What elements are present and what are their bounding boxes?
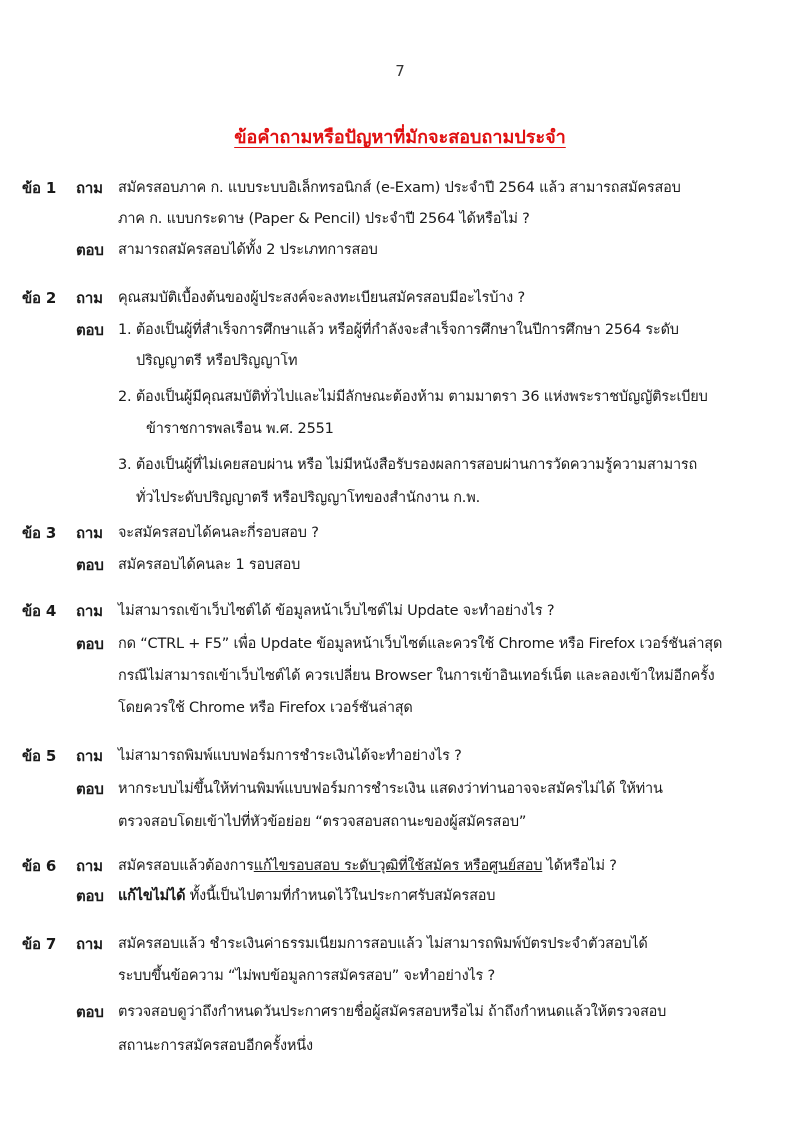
- item-number: ข้อ 7: [22, 935, 57, 953]
- page-title: ข้อคำถามหรือปัญหาที่มักจะสอบถามประจำ: [234, 127, 566, 148]
- answer-label: ตอบ: [76, 556, 104, 574]
- answer-text: โดยควรใช้ Chrome หรือ Firefox เวอร์ชันล่าสุด: [118, 700, 413, 716]
- item-number: ข้อ 2: [22, 289, 57, 307]
- item-number: ข้อ 5: [22, 747, 57, 765]
- answer-bold: แก้ไขไม่ได้: [118, 888, 186, 904]
- question-text: สมัครสอบภาค ก. แบบระบบอิเล็กทรอนิกส์ (e-Exam) ประจำปี 2564 แล้ว สามารถสมัครสอบ: [118, 180, 681, 196]
- question-text: คุณสมบัติเบื้องต้นของผู้ประสงค์จะลงทะเบียนสมัครสอบมีอะไรบ้าง ?: [118, 290, 525, 306]
- item-number: ข้อ 4: [22, 602, 57, 620]
- question-label: ถาม: [76, 524, 103, 542]
- answer-text: [118, 886, 495, 906]
- answer-text: ปริญญาตรี หรือปริญญาโท: [136, 353, 298, 369]
- question-text: [118, 856, 617, 876]
- answer-label: ตอบ: [76, 887, 104, 905]
- answer-label: ตอบ: [76, 780, 104, 798]
- answer-text: หากระบบไม่ขึ้นให้ท่านพิมพ์แบบฟอร์มการชำระเงิน แสดงว่าท่านอาจจะสมัครไม่ได้ ให้ท่าน: [118, 781, 663, 797]
- question-label: ถาม: [76, 857, 103, 875]
- answer-text: 1. ต้องเป็นผู้ที่สำเร็จการศึกษาแล้ว หรือผู้ที่กำลังจะสำเร็จการศึกษาในปีการศึกษา 2564 ระดับ: [118, 322, 679, 338]
- item-number: ข้อ 1: [22, 179, 57, 197]
- answer-text: สามารถสมัครสอบได้ทั้ง 2 ประเภทการสอบ: [118, 242, 378, 258]
- question-text: ระบบขึ้นข้อความ “ไม่พบข้อมูลการสมัครสอบ” จะทำอย่างไร ?: [118, 968, 496, 984]
- question-prefix: สมัครสอบแล้วต้องการ: [118, 858, 254, 874]
- answer-label: ตอบ: [76, 241, 104, 259]
- question-text: จะสมัครสอบได้คนละกี่รอบสอบ ?: [118, 525, 319, 541]
- answer-label: ตอบ: [76, 321, 104, 339]
- item-number: ข้อ 3: [22, 524, 57, 542]
- answer-text: 2. ต้องเป็นผู้มีคุณสมบัติทั่วไปและไม่มีลักษณะต้องห้าม ตามมาตรา 36 แห่งพระราชบัญญัติระเบียบ: [118, 389, 708, 405]
- question-suffix: ได้หรือไม่ ?: [542, 858, 617, 874]
- answer-label: ตอบ: [76, 1003, 104, 1021]
- answer-text: สถานะการสมัครสอบอีกครั้งหนึ่ง: [118, 1038, 313, 1054]
- answer-text: ตรวจสอบดูว่าถึงกำหนดวันประกาศรายชื่อผู้สมัครสอบหรือไม่ ถ้าถึงกำหนดแล้วให้ตรวจสอบ: [118, 1004, 667, 1020]
- answer-text: 3. ต้องเป็นผู้ที่ไม่เคยสอบผ่าน หรือ ไม่มีหนังสือรับรองผลการสอบผ่านการวัดความรู้ความสามารถ: [118, 457, 698, 473]
- question-label: ถาม: [76, 289, 103, 307]
- question-text: สมัครสอบแล้ว ชำระเงินค่าธรรมเนียมการสอบแล้ว ไม่สามารถพิมพ์บัตรประจำตัวสอบได้: [118, 936, 648, 952]
- item-number: ข้อ 6: [22, 857, 57, 875]
- answer-text: ทั่วไประดับปริญญาตรี หรือปริญญาโทของสำนักงาน ก.พ.: [136, 490, 480, 506]
- answer-text: สมัครสอบได้คนละ 1 รอบสอบ: [118, 557, 301, 573]
- answer-rest: ทั้งนี้เป็นไปตามที่กำหนดไว้ในประกาศรับสมัครสอบ: [185, 888, 496, 904]
- question-label: ถาม: [76, 179, 103, 197]
- question-underlined: แก้ไขรอบสอบ ระดับวุฒิที่ใช้สมัคร หรือศูนย์สอบ: [253, 858, 543, 874]
- answer-text: ตรวจสอบโดยเข้าไปที่หัวข้อย่อย “ตรวจสอบสถานะของผู้สมัครสอบ”: [118, 814, 527, 830]
- question-text: ภาค ก. แบบกระดาษ (Paper & Pencil) ประจำปี 2564 ได้หรือไม่ ?: [118, 211, 530, 227]
- question-label: ถาม: [76, 602, 103, 620]
- answer-text: กรณีไม่สามารถเข้าเว็บไซต์ได้ ควรเปลี่ยน Browser ในการเข้าอินเทอร์เน็ต และลองเข้าใหม่อีกครั้ง: [118, 668, 715, 684]
- answer-label: ตอบ: [76, 635, 104, 653]
- question-text: ไม่สามารถเข้าเว็บไซต์ได้ ข้อมูลหน้าเว็บไซต์ไม่ Update จะทำอย่างไร ?: [118, 603, 555, 619]
- page-number: 7: [395, 62, 405, 80]
- question-label: ถาม: [76, 935, 103, 953]
- question-label: ถาม: [76, 747, 103, 765]
- answer-text: กด “CTRL + F5” เพื่อ Update ข้อมูลหน้าเว็บไซต์และควรใช้ Chrome หรือ Firefox เวอร์ชันล่าสุด: [118, 636, 723, 652]
- answer-text: ข้าราชการพลเรือน พ.ศ. 2551: [146, 421, 334, 437]
- question-text: ไม่สามารถพิมพ์แบบฟอร์มการชำระเงินได้จะทำอย่างไร ?: [118, 748, 462, 764]
